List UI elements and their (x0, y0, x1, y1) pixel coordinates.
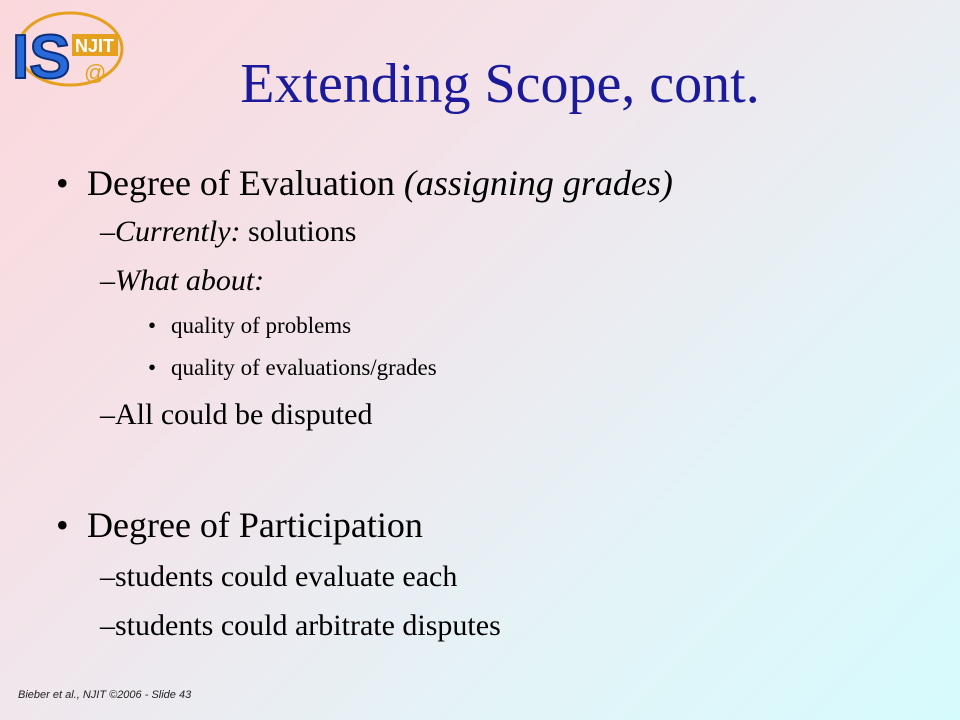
slide-footer: Bieber et al., NJIT ©2006 - Slide 43 (18, 689, 192, 701)
item-italic-prefix: Currently: (115, 215, 241, 248)
dash: – (100, 215, 115, 248)
bullet-icon: • (56, 505, 69, 545)
logo-badge: NJIT (75, 36, 115, 56)
slide-title: Extending Scope, cont. (240, 53, 760, 115)
item-text: students could arbitrate disputes (115, 609, 501, 642)
item-text: All could be disputed (115, 398, 373, 431)
bullet-degree-of-evaluation (87, 162, 673, 204)
dash: – (100, 560, 115, 593)
sub-sub-bullet-quality-problems: quality of problems (171, 313, 352, 338)
dash: – (100, 264, 115, 297)
sub-sub-bullet-quality-evaluations: quality of evaluations/grades (171, 355, 437, 380)
sub-bullet-what-about (100, 264, 264, 298)
item-text: Degree of Evaluation (87, 163, 395, 203)
sub-bullet-arbitrate-disputes (100, 609, 501, 643)
item-italic-text: What about: (115, 264, 265, 297)
bullet-degree-of-participation: Degree of Participation (87, 505, 423, 545)
item-text: students could evaluate each (115, 560, 458, 593)
dash: – (100, 398, 115, 431)
sub-bullet-all-disputed (100, 398, 372, 432)
logo-symbol: @ (84, 60, 107, 85)
dash: – (100, 609, 115, 642)
bullet-icon: • (148, 313, 157, 338)
sub-bullet-currently (100, 215, 356, 249)
bullet-icon: • (56, 163, 69, 203)
sub-bullet-evaluate-each (100, 560, 457, 594)
logo-letters: IS (12, 23, 71, 90)
item-italic-suffix: (assigning grades) (403, 163, 673, 203)
bullet-icon: • (148, 355, 157, 380)
item-text: solutions (248, 215, 357, 248)
